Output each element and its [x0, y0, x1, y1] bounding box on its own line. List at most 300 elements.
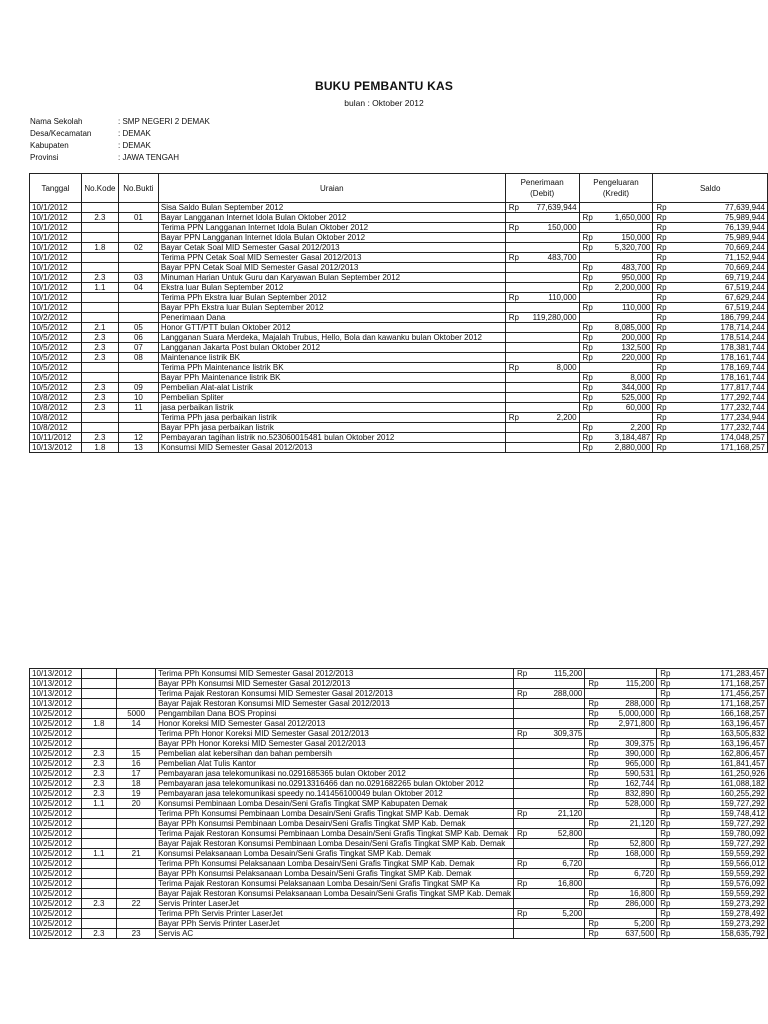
currency-label: Rp: [660, 779, 671, 788]
cell-receipt: 08: [118, 353, 158, 363]
currency-label: Rp: [508, 253, 519, 262]
cell-balance: [657, 709, 768, 719]
cell-receipt: [118, 223, 158, 233]
cell-receipt: 23: [117, 929, 156, 939]
cell-debit: [505, 293, 579, 303]
table-header-row: [30, 174, 768, 203]
cell-date: 10/1/2012: [30, 223, 82, 233]
table-row: [30, 283, 768, 293]
cell-receipt: [118, 423, 158, 433]
cell-balance: [657, 839, 768, 849]
cell-credit: [579, 383, 653, 393]
cell-credit: [579, 323, 653, 333]
cell-receipt: 5000: [117, 709, 156, 719]
cell-date: 10/1/2012: [30, 253, 82, 263]
cell-debit: [505, 353, 579, 363]
currency-label: Rp: [516, 689, 528, 698]
cell-date: 10/8/2012: [30, 403, 82, 413]
currency-label: Rp: [656, 303, 667, 312]
amount-value: 163,505,832: [720, 729, 765, 738]
cell-receipt: [117, 879, 156, 889]
cell-credit: [585, 749, 657, 759]
cell-description: Bayar PPh Honor Koreksi MID Semester Gasal 2012/2013: [156, 739, 514, 749]
amount-value: 288,000: [553, 689, 583, 698]
cell-description: Terima Pajak Restoran Konsumsi MID Semester Gasal 2012/2013: [156, 689, 514, 699]
cell-description: Pembelian Alat Tulis Kantor: [156, 759, 514, 769]
currency-label: Rp: [508, 223, 519, 232]
currency-label: Rp: [582, 233, 593, 242]
cell-code: 2.3: [81, 273, 118, 283]
amount-value: 5,200: [634, 919, 655, 928]
cell-credit: [579, 253, 653, 263]
cell-debit: [513, 779, 584, 789]
cell-credit: [585, 889, 657, 899]
cell-balance: [657, 719, 768, 729]
currency-label: Rp: [508, 363, 519, 372]
cell-debit: [505, 373, 579, 383]
currency-label: Rp: [516, 669, 528, 678]
amount-value: 77,639,944: [724, 203, 765, 212]
cell-code: 1.1: [81, 849, 117, 859]
table-row: [30, 413, 768, 423]
cell-balance: [657, 899, 768, 909]
currency-label: Rp: [582, 443, 593, 452]
amount-value: 2,200: [630, 423, 651, 432]
cell-description: Maintenance listrik BK: [158, 353, 505, 363]
cell-balance: [653, 403, 768, 413]
cell-receipt: 19: [117, 789, 156, 799]
amount-value: 69,719,244: [724, 273, 765, 282]
cell-debit: [513, 739, 584, 749]
amount-value: 186,799,244: [720, 313, 765, 322]
cell-balance: [653, 283, 768, 293]
currency-label: Rp: [656, 433, 667, 442]
table-row: [30, 759, 768, 769]
currency-label: Rp: [588, 739, 599, 748]
cell-receipt: [118, 303, 158, 313]
cell-debit: [505, 433, 579, 443]
currency-label: Rp: [582, 423, 593, 432]
currency-label: Rp: [588, 779, 599, 788]
amount-value: 2,200: [556, 413, 577, 422]
cell-balance: [653, 263, 768, 273]
currency-label: Rp: [516, 879, 528, 888]
table-row: [30, 899, 768, 909]
amount-value: 21,120: [557, 809, 583, 818]
cell-credit: [585, 829, 657, 839]
cell-debit: [505, 203, 579, 213]
amount-value: 115,200: [625, 679, 655, 688]
cell-balance: [657, 779, 768, 789]
cell-description: Servis Printer LaserJet: [156, 899, 514, 909]
cell-description: Ekstra luar Bulan September 2012: [158, 283, 505, 293]
cell-code: [81, 363, 118, 373]
cell-credit: [579, 423, 653, 433]
cell-debit: [513, 889, 584, 899]
cell-description: Bayar PPh Konsumsi Pelaksanaan Lomba Desain/Seni Grafis Tingkat SMP Kab. Demak: [156, 869, 514, 879]
cell-description: Bayar PPh Servis Printer LaserJet: [156, 919, 514, 929]
cell-debit: [513, 719, 584, 729]
cell-date: 10/25/2012: [30, 839, 82, 849]
currency-label: Rp: [656, 343, 667, 352]
cell-description: Langganan Jakarta Post bulan Oktober 2012: [158, 343, 505, 353]
table-row: [30, 909, 768, 919]
table-row: [30, 223, 768, 233]
amount-value: 6,720: [562, 859, 583, 868]
table-row: [30, 373, 768, 383]
cell-code: [81, 203, 118, 213]
cell-receipt: [118, 373, 158, 383]
cell-code: 2.3: [81, 403, 118, 413]
cell-debit: [513, 789, 584, 799]
currency-label: Rp: [656, 313, 667, 322]
cell-balance: [657, 679, 768, 689]
cell-credit: [585, 899, 657, 909]
table-row: [30, 263, 768, 273]
cell-receipt: 15: [117, 749, 156, 759]
cell-code: [81, 889, 117, 899]
amount-value: 178,714,244: [720, 323, 765, 332]
cell-debit: [513, 829, 584, 839]
cell-debit: [513, 919, 584, 929]
cell-date: 10/2/2012: [30, 313, 82, 323]
cell-receipt: 03: [118, 273, 158, 283]
header-kode: No.Kode: [81, 174, 118, 203]
cell-credit: [579, 363, 653, 373]
table-row: [30, 819, 768, 829]
cell-date: 10/25/2012: [30, 809, 82, 819]
currency-label: Rp: [516, 859, 528, 868]
cell-receipt: 12: [118, 433, 158, 443]
currency-label: Rp: [508, 313, 519, 322]
table-row: [30, 443, 768, 453]
cell-code: [81, 819, 117, 829]
cell-date: 10/5/2012: [30, 383, 82, 393]
cell-balance: [653, 373, 768, 383]
cell-balance: [653, 353, 768, 363]
cell-balance: [653, 363, 768, 373]
cell-code: [81, 739, 117, 749]
amount-value: 483,700: [621, 263, 651, 272]
amount-value: 161,250,926: [720, 769, 765, 778]
amount-value: 178,169,744: [720, 363, 765, 372]
cell-date: 10/13/2012: [30, 689, 82, 699]
currency-label: Rp: [660, 879, 671, 888]
cell-date: 10/1/2012: [30, 293, 82, 303]
cell-date: 10/1/2012: [30, 263, 82, 273]
cell-debit: [513, 709, 584, 719]
currency-label: Rp: [660, 809, 671, 818]
cell-code: 2.3: [81, 353, 118, 363]
amount-value: 159,273,292: [720, 899, 765, 908]
currency-label: Rp: [656, 363, 667, 372]
cell-receipt: [117, 729, 156, 739]
currency-label: Rp: [588, 819, 599, 828]
cell-balance: [653, 233, 768, 243]
currency-label: Rp: [660, 889, 671, 898]
currency-label: Rp: [582, 373, 593, 382]
amount-value: 390,000: [625, 749, 655, 758]
cell-balance: [653, 213, 768, 223]
cell-balance: [657, 699, 768, 709]
cell-code: [81, 253, 118, 263]
cell-credit: [579, 313, 653, 323]
cell-description: Bayar Pajak Restoran Konsumsi Pembinaan Lomba Desain/Seni Grafis Tingkat SMP Kab. Demak: [156, 839, 514, 849]
amount-value: 60,000: [625, 403, 651, 412]
cell-balance: [657, 759, 768, 769]
amount-value: 110,000: [548, 293, 577, 302]
cell-receipt: 16: [117, 759, 156, 769]
info-value: : JAWA TENGAH: [118, 153, 180, 162]
cell-balance: [653, 343, 768, 353]
table-row: [30, 233, 768, 243]
cell-receipt: 01: [118, 213, 158, 223]
currency-label: Rp: [656, 203, 667, 212]
amount-value: 75,989,944: [724, 233, 765, 242]
currency-label: Rp: [660, 899, 671, 908]
amount-value: 159,278,492: [720, 909, 765, 918]
cell-date: 10/25/2012: [30, 749, 82, 759]
cell-date: 10/25/2012: [30, 709, 82, 719]
cell-date: 10/25/2012: [30, 759, 82, 769]
currency-label: Rp: [660, 769, 671, 778]
cell-code: 2.3: [81, 393, 118, 403]
cell-credit: [585, 909, 657, 919]
currency-label: Rp: [660, 759, 671, 768]
table-row: [30, 323, 768, 333]
table-row: [30, 273, 768, 283]
cell-description: Terima PPh Konsumsi Pelaksanaan Lomba Desain/Seni Grafis Tingkat SMP Kab. Demak: [156, 859, 514, 869]
cell-credit: [585, 689, 657, 699]
table-row: [30, 423, 768, 433]
amount-value: 637,500: [625, 929, 655, 938]
cell-date: 10/25/2012: [30, 829, 82, 839]
cell-code: 1.1: [81, 283, 118, 293]
currency-label: Rp: [582, 283, 593, 292]
cash-ledger-table-1: [29, 173, 768, 453]
cell-receipt: 06: [118, 333, 158, 343]
currency-label: Rp: [588, 679, 599, 688]
table-row: [30, 313, 768, 323]
cell-description: Terima PPh Ekstra luar Bulan September 2012: [158, 293, 505, 303]
cell-description: Bayar PPh jasa perbaikan listrik: [158, 423, 505, 433]
table-row: [30, 253, 768, 263]
cell-credit: [585, 779, 657, 789]
currency-label: Rp: [582, 403, 593, 412]
cell-receipt: 17: [117, 769, 156, 779]
amount-value: 309,375: [553, 729, 583, 738]
currency-label: Rp: [588, 709, 599, 718]
cell-code: 2.1: [81, 323, 118, 333]
cell-balance: [657, 789, 768, 799]
cell-credit: [585, 849, 657, 859]
cell-receipt: [118, 203, 158, 213]
table-row: [30, 353, 768, 363]
amount-value: 178,161,744: [720, 353, 765, 362]
cell-receipt: [117, 839, 156, 849]
amount-value: 525,000: [621, 393, 651, 402]
cell-credit: [579, 213, 653, 223]
cell-debit: [513, 759, 584, 769]
cell-receipt: 20: [117, 799, 156, 809]
cell-description: Pembayaran jasa telekomunikasi no.02913316466 dan no.0291682265 bulan Oktober 2012: [156, 779, 514, 789]
currency-label: Rp: [656, 373, 667, 382]
cell-date: 10/25/2012: [30, 779, 82, 789]
cell-receipt: [117, 679, 156, 689]
cell-code: 2.3: [81, 213, 118, 223]
amount-value: 159,576,092: [720, 879, 765, 888]
currency-label: Rp: [582, 343, 593, 352]
cell-description: Langganan Suara Merdeka, Majalah Trubus, Hello, Bola dan kawanku bulan Oktober 2012: [158, 333, 505, 343]
cell-debit: [505, 443, 579, 453]
currency-label: Rp: [588, 899, 599, 908]
cell-receipt: 18: [117, 779, 156, 789]
cell-receipt: 21: [117, 849, 156, 859]
cell-receipt: 05: [118, 323, 158, 333]
table-row: [30, 383, 768, 393]
cell-receipt: [118, 363, 158, 373]
amount-value: 16,800: [557, 879, 583, 888]
cell-balance: [653, 423, 768, 433]
cell-receipt: 09: [118, 383, 158, 393]
cell-receipt: 10: [118, 393, 158, 403]
cell-description: Bayar PPh Konsumsi Pembinaan Lomba Desain/Seni Grafis Tingkat SMP Kab. Demak: [156, 819, 514, 829]
cell-receipt: [117, 909, 156, 919]
cell-balance: [653, 433, 768, 443]
cell-debit: [513, 849, 584, 859]
table-row: [30, 789, 768, 799]
amount-value: 171,168,257: [720, 679, 765, 688]
cell-date: 10/13/2012: [30, 443, 82, 453]
amount-value: 159,780,092: [720, 829, 765, 838]
table-row: [30, 203, 768, 213]
cell-credit: [579, 373, 653, 383]
amount-value: 177,232,744: [720, 423, 765, 432]
cell-debit: [513, 729, 584, 739]
currency-label: Rp: [656, 353, 667, 362]
amount-value: 177,232,744: [720, 403, 765, 412]
amount-value: 174,048,257: [720, 433, 765, 442]
cell-credit: [585, 669, 657, 679]
header-debit: Penerimaan (Debit): [505, 174, 579, 203]
cell-date: 10/25/2012: [30, 879, 82, 889]
currency-label: Rp: [656, 413, 667, 422]
cell-receipt: [118, 253, 158, 263]
cell-balance: [657, 739, 768, 749]
currency-label: Rp: [582, 263, 593, 272]
amount-value: 288,000: [625, 699, 655, 708]
currency-label: Rp: [660, 859, 671, 868]
currency-label: Rp: [656, 393, 667, 402]
cell-credit: [585, 739, 657, 749]
cell-date: 10/25/2012: [30, 919, 82, 929]
amount-value: 162,744: [625, 779, 655, 788]
cell-balance: [653, 413, 768, 423]
currency-label: Rp: [660, 679, 671, 688]
currency-label: Rp: [660, 669, 671, 678]
cell-code: 2.3: [81, 343, 118, 353]
table-row: [30, 929, 768, 939]
amount-value: 67,519,244: [724, 283, 765, 292]
cell-date: 10/11/2012: [30, 433, 82, 443]
cell-date: 10/5/2012: [30, 363, 82, 373]
amount-value: 1,650,000: [614, 213, 651, 222]
currency-label: Rp: [582, 393, 593, 402]
cell-receipt: [117, 869, 156, 879]
cell-credit: [579, 393, 653, 403]
amount-value: 52,800: [629, 839, 655, 848]
cell-code: [81, 313, 118, 323]
cell-description: Pembelian Alat-alat Listrik: [158, 383, 505, 393]
cell-date: 10/25/2012: [30, 929, 82, 939]
cell-balance: [657, 859, 768, 869]
cell-date: 10/25/2012: [30, 739, 82, 749]
cell-description: Sisa Saldo Bulan September 2012: [158, 203, 505, 213]
amount-value: 171,168,257: [720, 699, 765, 708]
amount-value: 171,456,257: [720, 689, 765, 698]
cell-balance: [657, 749, 768, 759]
info-value: : DEMAK: [118, 129, 151, 138]
cell-credit: [579, 283, 653, 293]
amount-value: 171,283,457: [720, 669, 765, 678]
cell-credit: [585, 709, 657, 719]
currency-label: Rp: [588, 839, 599, 848]
cell-balance: [653, 223, 768, 233]
cell-code: [81, 303, 118, 313]
cell-date: 10/5/2012: [30, 343, 82, 353]
currency-label: Rp: [656, 223, 667, 232]
amount-value: 159,273,292: [720, 919, 765, 928]
info-label: Provinsi: [30, 153, 59, 162]
cell-receipt: 11: [118, 403, 158, 413]
cell-credit: [585, 869, 657, 879]
cell-code: [81, 709, 117, 719]
cell-credit: [585, 799, 657, 809]
currency-label: Rp: [660, 749, 671, 758]
cell-description: Bayar PPN Cetak Soal MID Semester Gasal 2012/2013: [158, 263, 505, 273]
cell-balance: [653, 443, 768, 453]
amount-value: 119,280,000: [532, 313, 577, 322]
header-saldo: Saldo: [653, 174, 768, 203]
amount-value: 160,255,292: [720, 789, 765, 798]
info-label: Nama Sekolah: [30, 117, 83, 126]
amount-value: 5,200: [562, 909, 583, 918]
table-row: [30, 243, 768, 253]
cell-debit: [505, 213, 579, 223]
cell-code: [81, 413, 118, 423]
cell-debit: [505, 413, 579, 423]
currency-label: Rp: [656, 333, 667, 342]
table-row: [30, 719, 768, 729]
cell-credit: [585, 699, 657, 709]
cell-code: 2.3: [81, 383, 118, 393]
cell-description: Terima Pajak Restoran Konsumsi Pelaksanaan Lomba Desain/Seni Grafis Tingkat SMP Ka: [156, 879, 514, 889]
currency-label: Rp: [582, 303, 593, 312]
cell-debit: [505, 323, 579, 333]
cell-receipt: 04: [118, 283, 158, 293]
amount-value: 159,559,292: [720, 869, 765, 878]
amount-value: 344,000: [621, 383, 651, 392]
amount-value: 163,196,457: [720, 739, 765, 748]
cell-date: 10/13/2012: [30, 669, 82, 679]
currency-label: Rp: [508, 293, 519, 302]
cell-description: Terima PPh Honor Koreksi MID Semester Gasal 2012/2013: [156, 729, 514, 739]
currency-label: Rp: [582, 213, 593, 222]
cell-credit: [585, 879, 657, 889]
cell-balance: [657, 829, 768, 839]
cell-debit: [505, 263, 579, 273]
amount-value: 159,566,012: [720, 859, 765, 868]
